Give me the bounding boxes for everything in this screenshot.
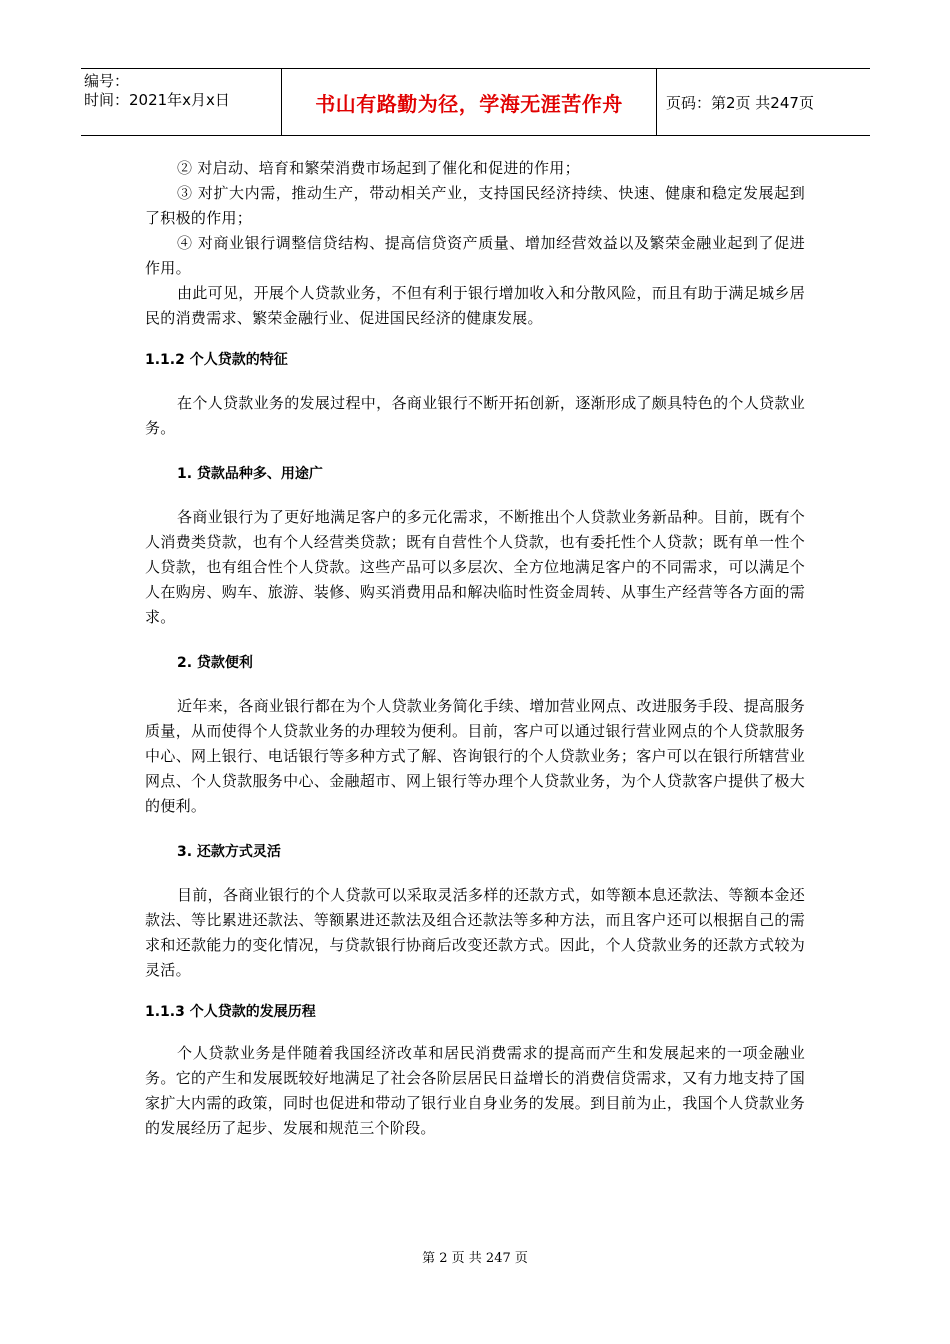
page-header [81, 68, 870, 136]
document-body [145, 156, 805, 1141]
paragraph: ④ 对商业银行调整信贷结构、提高信贷资产质量、增加经营效益以及繁荣金融业起到了促进作用。 [145, 234, 805, 277]
subsection-heading: 2. 贷款便利 [177, 655, 253, 671]
paragraph: 个人贷款业务是伴随着我国经济改革和居民消费需求的提高而产生和发展起来的一项金融业务。它的产生和发展既较好地满足了社会各阶层居民日益增长的消费信贷需求，又有力地支持了国家扩大内需的政策，同时也促进和带动了银行业自身业务的发展。到目前为止，我国个人贷款业务的发展经历了起步、发展和规范三个阶段。 [145, 1044, 805, 1137]
header-page-label: 页码：第2页 共247页 [666, 93, 814, 112]
paragraph: ③ 对扩大内需，推动生产，带动相关产业，支持国民经济持续、快速、健康和稳定发展起到了积极的作用； [145, 184, 805, 227]
paragraph: 目前，各商业银行的个人贷款可以采取灵活多样的还款方式，如等额本息还款法、等额本金还款法、等比累进还款法、等额累进还款法及组合还款法等多种方法，而且客户还可以根据自己的需求和还款能力的变化情况，与贷款银行协商后改变还款方式。因此，个人贷款业务的还款方式较为灵活。 [145, 886, 805, 979]
paragraph: 由此可见，开展个人贷款业务，不但有利于银行增加收入和分散风险，而且有助于满足城乡居民的消费需求、繁荣金融行业、促进国民经济的健康发展。 [145, 284, 805, 327]
paragraph: ② 对启动、培育和繁荣消费市场起到了催化和促进的作用； [177, 159, 580, 177]
header-meta [81, 69, 282, 135]
subsection-heading: 1. 贷款品种多、用途广 [177, 466, 323, 482]
paragraph: 近年来，各商业银行都在为个人贷款业务简化手续、增加营业网点、改进服务手段、提高服务质量，从而使得个人贷款业务的办理较为便利。目前，客户可以通过银行营业网点的个人贷款服务中心、网上银行、电话银行等多种方式了解、咨询银行的个人贷款业务；客户可以在银行所辖营业网点、个人贷款服务中心、金融超市、网上银行等办理个人贷款业务，为个人贷款客户提供了极大的便利。 [145, 697, 805, 815]
paragraph: 各商业银行为了更好地满足客户的多元化需求，不断推出个人贷款业务新品种。目前，既有个人消费类贷款，也有个人经营类贷款；既有自营性个人贷款，也有委托性个人贷款；既有单一性个人贷款，也有组合性个人贷款。这些产品可以多层次、全方位地满足客户的不同需求，可以满足个人在购房、购车、旅游、装修、购买消费用品和解决临时性资金周转、从事生产经营等各方面的需求。 [145, 508, 805, 626]
page-footer: 第 2 页 共 247 页 [422, 1251, 528, 1266]
subsection-heading: 3. 还款方式灵活 [177, 844, 281, 860]
section-heading: 1.1.2 个人贷款的特征 [145, 352, 288, 368]
section-heading: 1.1.3 个人贷款的发展历程 [145, 1004, 316, 1020]
header-motto: 书山有路勤为径，学海无涯苦作舟 [282, 69, 657, 135]
date-label: 时间：2021年x月x日 [84, 91, 230, 109]
number-label: 编号： [84, 72, 130, 90]
paragraph: 在个人贷款业务的发展过程中，各商业银行不断开拓创新，逐渐形成了颇具特色的个人贷款业务。 [145, 394, 805, 437]
